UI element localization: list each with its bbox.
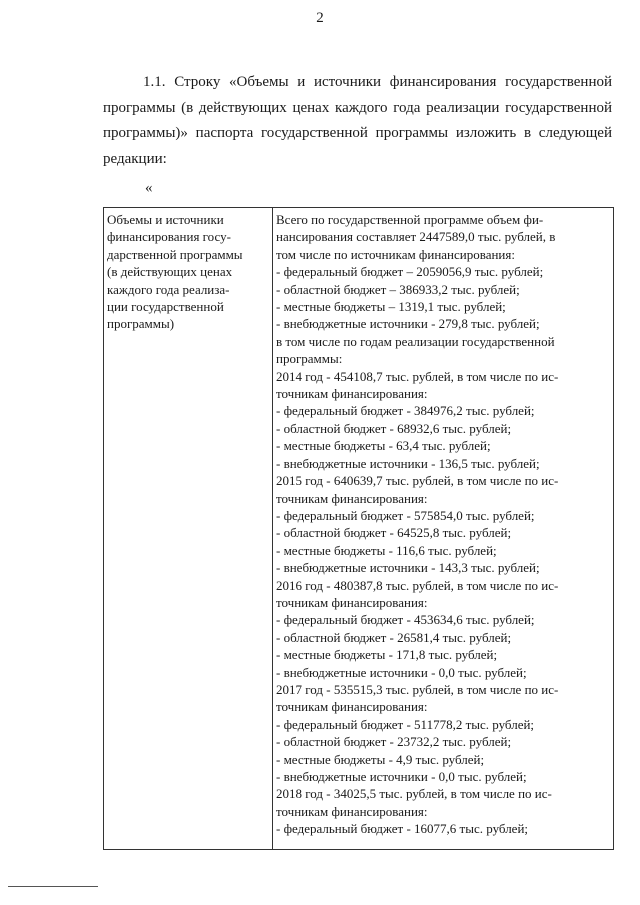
program-passport-table — [103, 207, 614, 850]
financing-line: точникам финансирования: — [276, 594, 428, 610]
financing-line: - областной бюджет - 68932,6 тыс. рублей; — [276, 420, 512, 436]
financing-line: - местные бюджеты - 171,8 тыс. рублей; — [276, 647, 498, 663]
financing-line: - областной бюджет - 26581,4 тыс. рублей; — [276, 629, 512, 645]
financing-line: точникам финансирования: — [276, 490, 428, 506]
row-header-line: программы) — [107, 316, 175, 332]
financing-details-cell — [273, 208, 614, 850]
intro-paragraph: 1.1. Строку «Объемы и источники финансирования государственной программы (в действующих ценах каждого года реализации государственной программы)» паспорта государственной программы изложить в следующей редакции: — [103, 74, 612, 167]
financing-line: - внебюджетные источники - 279,8 тыс. рублей; — [276, 316, 540, 332]
financing-line: - федеральный бюджет - 511778,2 тыс. рублей; — [276, 716, 535, 732]
row-header-line: финансирования госу- — [107, 229, 231, 245]
financing-line: 2018 год - 34025,5 тыс. рублей, в том числе по ис- — [276, 786, 552, 802]
financing-line: - федеральный бюджет – 2059056,9 тыс. рублей; — [276, 264, 544, 280]
financing-line: точникам финансирования: — [276, 386, 428, 402]
financing-line: - федеральный бюджет - 575854,0 тыс. рублей; — [276, 507, 535, 523]
financing-line: - федеральный бюджет - 384976,2 тыс. рублей; — [276, 403, 535, 419]
financing-line: - местные бюджеты - 4,9 тыс. рублей; — [276, 751, 485, 767]
financing-line: - областной бюджет – 386933,2 тыс. рублей; — [276, 281, 520, 297]
financing-line: - местные бюджеты - 63,4 тыс. рублей; — [276, 438, 491, 454]
financing-line: - федеральный бюджет - 16077,6 тыс. рублей; — [276, 821, 529, 837]
intro-section — [103, 70, 612, 172]
financing-line: точникам финансирования: — [276, 803, 428, 819]
row-header-line: ции государственной — [107, 299, 224, 315]
financing-line: Всего по государственной программе объем фи- — [276, 212, 544, 227]
financing-line: - местные бюджеты – 1319,1 тыс. рублей; — [276, 299, 506, 315]
financing-line: том числе по источникам финансирования: — [276, 246, 515, 262]
financing-line: - внебюджетные источники - 0,0 тыс. рублей; — [276, 769, 527, 784]
financing-line: 2016 год - 480387,8 тыс. рублей, в том числе по ис- — [276, 577, 559, 593]
financing-line: - федеральный бюджет - 453634,6 тыс. рублей; — [276, 612, 535, 628]
row-header-line: дарственной программы — [107, 246, 243, 262]
page-number: 2 — [316, 10, 324, 26]
financing-line: 2014 год - 454108,7 тыс. рублей, в том числе по ис- — [276, 368, 559, 384]
financing-line: - внебюджетные источники - 0,0 тыс. рублей; — [276, 664, 527, 680]
financing-line: программы: — [276, 351, 343, 367]
financing-line: - областной бюджет - 23732,2 тыс. рублей; — [276, 734, 512, 750]
financing-line: - внебюджетные источники - 136,5 тыс. рублей; — [276, 455, 540, 471]
financing-line: 2017 год - 535515,3 тыс. рублей, в том числе по ис- — [276, 681, 559, 697]
financing-line: нансирования составляет 2447589,0 тыс. рублей, в — [276, 229, 556, 245]
financing-line: - местные бюджеты - 116,6 тыс. рублей; — [276, 542, 497, 558]
footer-rule — [8, 886, 98, 887]
financing-line: точникам финансирования: — [276, 699, 428, 715]
financing-line: 2015 год - 640639,7 тыс. рублей, в том числе по ис- — [276, 473, 559, 489]
financing-line: - областной бюджет - 64525,8 тыс. рублей; — [276, 525, 512, 541]
row-header-line: каждого года реализа- — [107, 281, 230, 297]
row-header-line: Объемы и источники — [107, 212, 224, 227]
row-header-cell — [104, 208, 273, 850]
row-header-line: (в действующих ценах — [107, 264, 233, 280]
table-row — [104, 208, 614, 850]
financing-line: в том числе по годам реализации государственной — [276, 333, 555, 349]
opening-quote-mark: « — [145, 180, 153, 196]
financing-line: - внебюджетные источники - 143,3 тыс. рублей; — [276, 560, 540, 576]
